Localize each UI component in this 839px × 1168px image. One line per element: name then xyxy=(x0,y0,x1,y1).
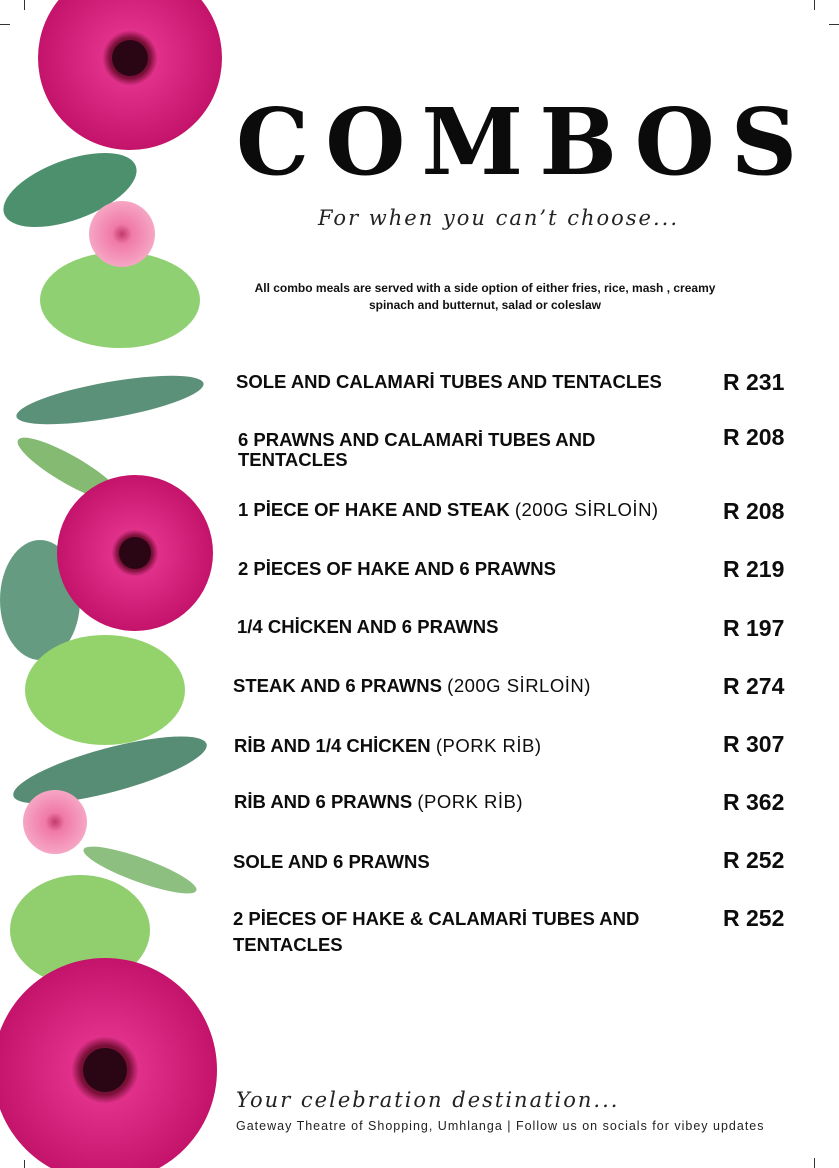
menu-item-name: 1/4 CHİCKEN AND 6 PRAWNS xyxy=(237,616,499,637)
menu-item-note: (PORK RİB) xyxy=(417,791,524,812)
menu-item-price: R 274 xyxy=(723,673,785,699)
menu-item-name: 1 PİECE OF HAKE AND STEAK (200G SİRLOİN) xyxy=(238,499,659,520)
menu-item-price: R 208 xyxy=(723,424,785,450)
menu-item-name: SOLE AND CALAMARİ TUBES AND TENTACLES xyxy=(236,371,662,392)
menu-item-price: R 219 xyxy=(723,556,785,582)
menu-item-name: RİB AND 6 PRAWNS (PORK RİB) xyxy=(234,791,524,812)
menu-item-note: (200G SİRLOİN) xyxy=(447,675,591,696)
menu-item-price: R 362 xyxy=(723,789,785,815)
menu-title: COMBOS xyxy=(236,88,814,196)
crop-mark xyxy=(814,1158,815,1168)
menu-item-name: 2 PİECES OF HAKE AND 6 PRAWNS xyxy=(238,558,556,579)
menu-item-price: R 252 xyxy=(723,847,785,873)
tagline: Your celebration destination... xyxy=(236,1088,620,1112)
menu-item-name: STEAK AND 6 PRAWNS (200G SİRLOİN) xyxy=(233,675,591,696)
side-option-note: All combo meals are served with a side option of either fries, rice, mash , creamy spinach and butternut, salad or coleslaw xyxy=(254,281,716,312)
menu-item-name: 6 PRAWNS AND CALAMARİ TUBES AND TENTACLES xyxy=(238,429,596,470)
menu-item-price: R 307 xyxy=(723,731,785,757)
menu-subtitle: For when you can’t choose... xyxy=(318,206,680,230)
menu-item-price: R 208 xyxy=(723,498,785,524)
footer-info: Gateway Theatre of Shopping, Umhlanga | Follow us on socials for vibey updates xyxy=(236,1119,765,1133)
menu-item-name: SOLE AND 6 PRAWNS xyxy=(233,851,430,872)
menu-item-note: (PORK RİB) xyxy=(435,735,542,756)
crop-mark xyxy=(814,0,815,10)
floral-decoration xyxy=(0,0,230,1168)
menu-item-price: R 231 xyxy=(723,369,785,395)
menu-item-name: RİB AND 1/4 CHİCKEN (PORK RİB) xyxy=(234,735,542,756)
menu-item-name: 2 PİECES OF HAKE & CALAMARİ TUBES AND TENTACLES xyxy=(233,908,640,955)
flower xyxy=(23,790,87,854)
menu-item-note: (200G SİRLOİN) xyxy=(514,499,659,520)
menu-item-price: R 197 xyxy=(723,615,785,641)
menu-item-price: R 252 xyxy=(723,905,785,931)
flower xyxy=(89,201,155,267)
crop-mark xyxy=(829,24,839,25)
